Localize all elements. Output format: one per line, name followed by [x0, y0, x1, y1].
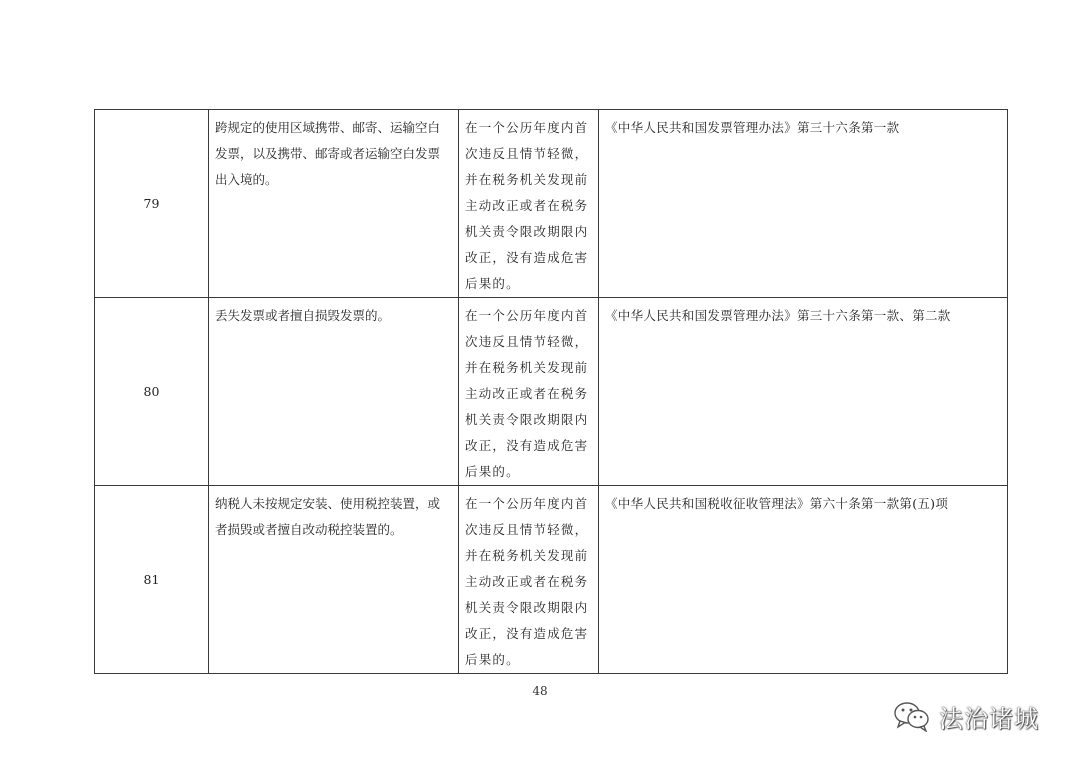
- row-number: 80: [95, 298, 209, 486]
- table-row: [95, 298, 1008, 486]
- rules-table: [94, 109, 1008, 674]
- condition-cell: 在一个公历年度内首次违反且情节轻微，并在税务机关发现前主动改正或者在税务机关责令限改期限内改正，没有造成危害后果的。: [459, 486, 599, 674]
- page-number: 48: [532, 684, 548, 698]
- row-number: 81: [95, 486, 209, 674]
- legal-basis-cell: 《中华人民共和国税收征收管理法》第六十条第一款第(五)项: [599, 486, 1008, 674]
- row-number: 79: [95, 110, 209, 298]
- condition-cell: 在一个公历年度内首次违反且情节轻微，并在税务机关发现前主动改正或者在税务机关责令限改期限内改正，没有造成危害后果的。: [459, 298, 599, 486]
- condition-cell: 在一个公历年度内首次违反且情节轻微，并在税务机关发现前主动改正或者在税务机关责令限改期限内改正，没有造成危害后果的。: [459, 110, 599, 298]
- violation-cell: 丢失发票或者擅自损毁发票的。: [209, 298, 459, 486]
- legal-basis-cell: 《中华人民共和国发票管理办法》第三十六条第一款: [599, 110, 1008, 298]
- table-row: [95, 110, 1008, 298]
- table-row: [95, 486, 1008, 674]
- legal-basis-cell: 《中华人民共和国发票管理办法》第三十六条第一款、第二款: [599, 298, 1008, 486]
- wechat-icon: [893, 700, 931, 732]
- watermark: [893, 696, 1039, 736]
- violation-cell: 纳税人未按规定安装、使用税控装置，或者损毁或者擅自改动税控装置的。: [209, 486, 459, 674]
- watermark-text: 法治诸城: [939, 704, 1039, 733]
- violation-cell: 跨规定的使用区域携带、邮寄、运输空白发票，以及携带、邮寄或者运输空白发票出入境的。: [209, 110, 459, 298]
